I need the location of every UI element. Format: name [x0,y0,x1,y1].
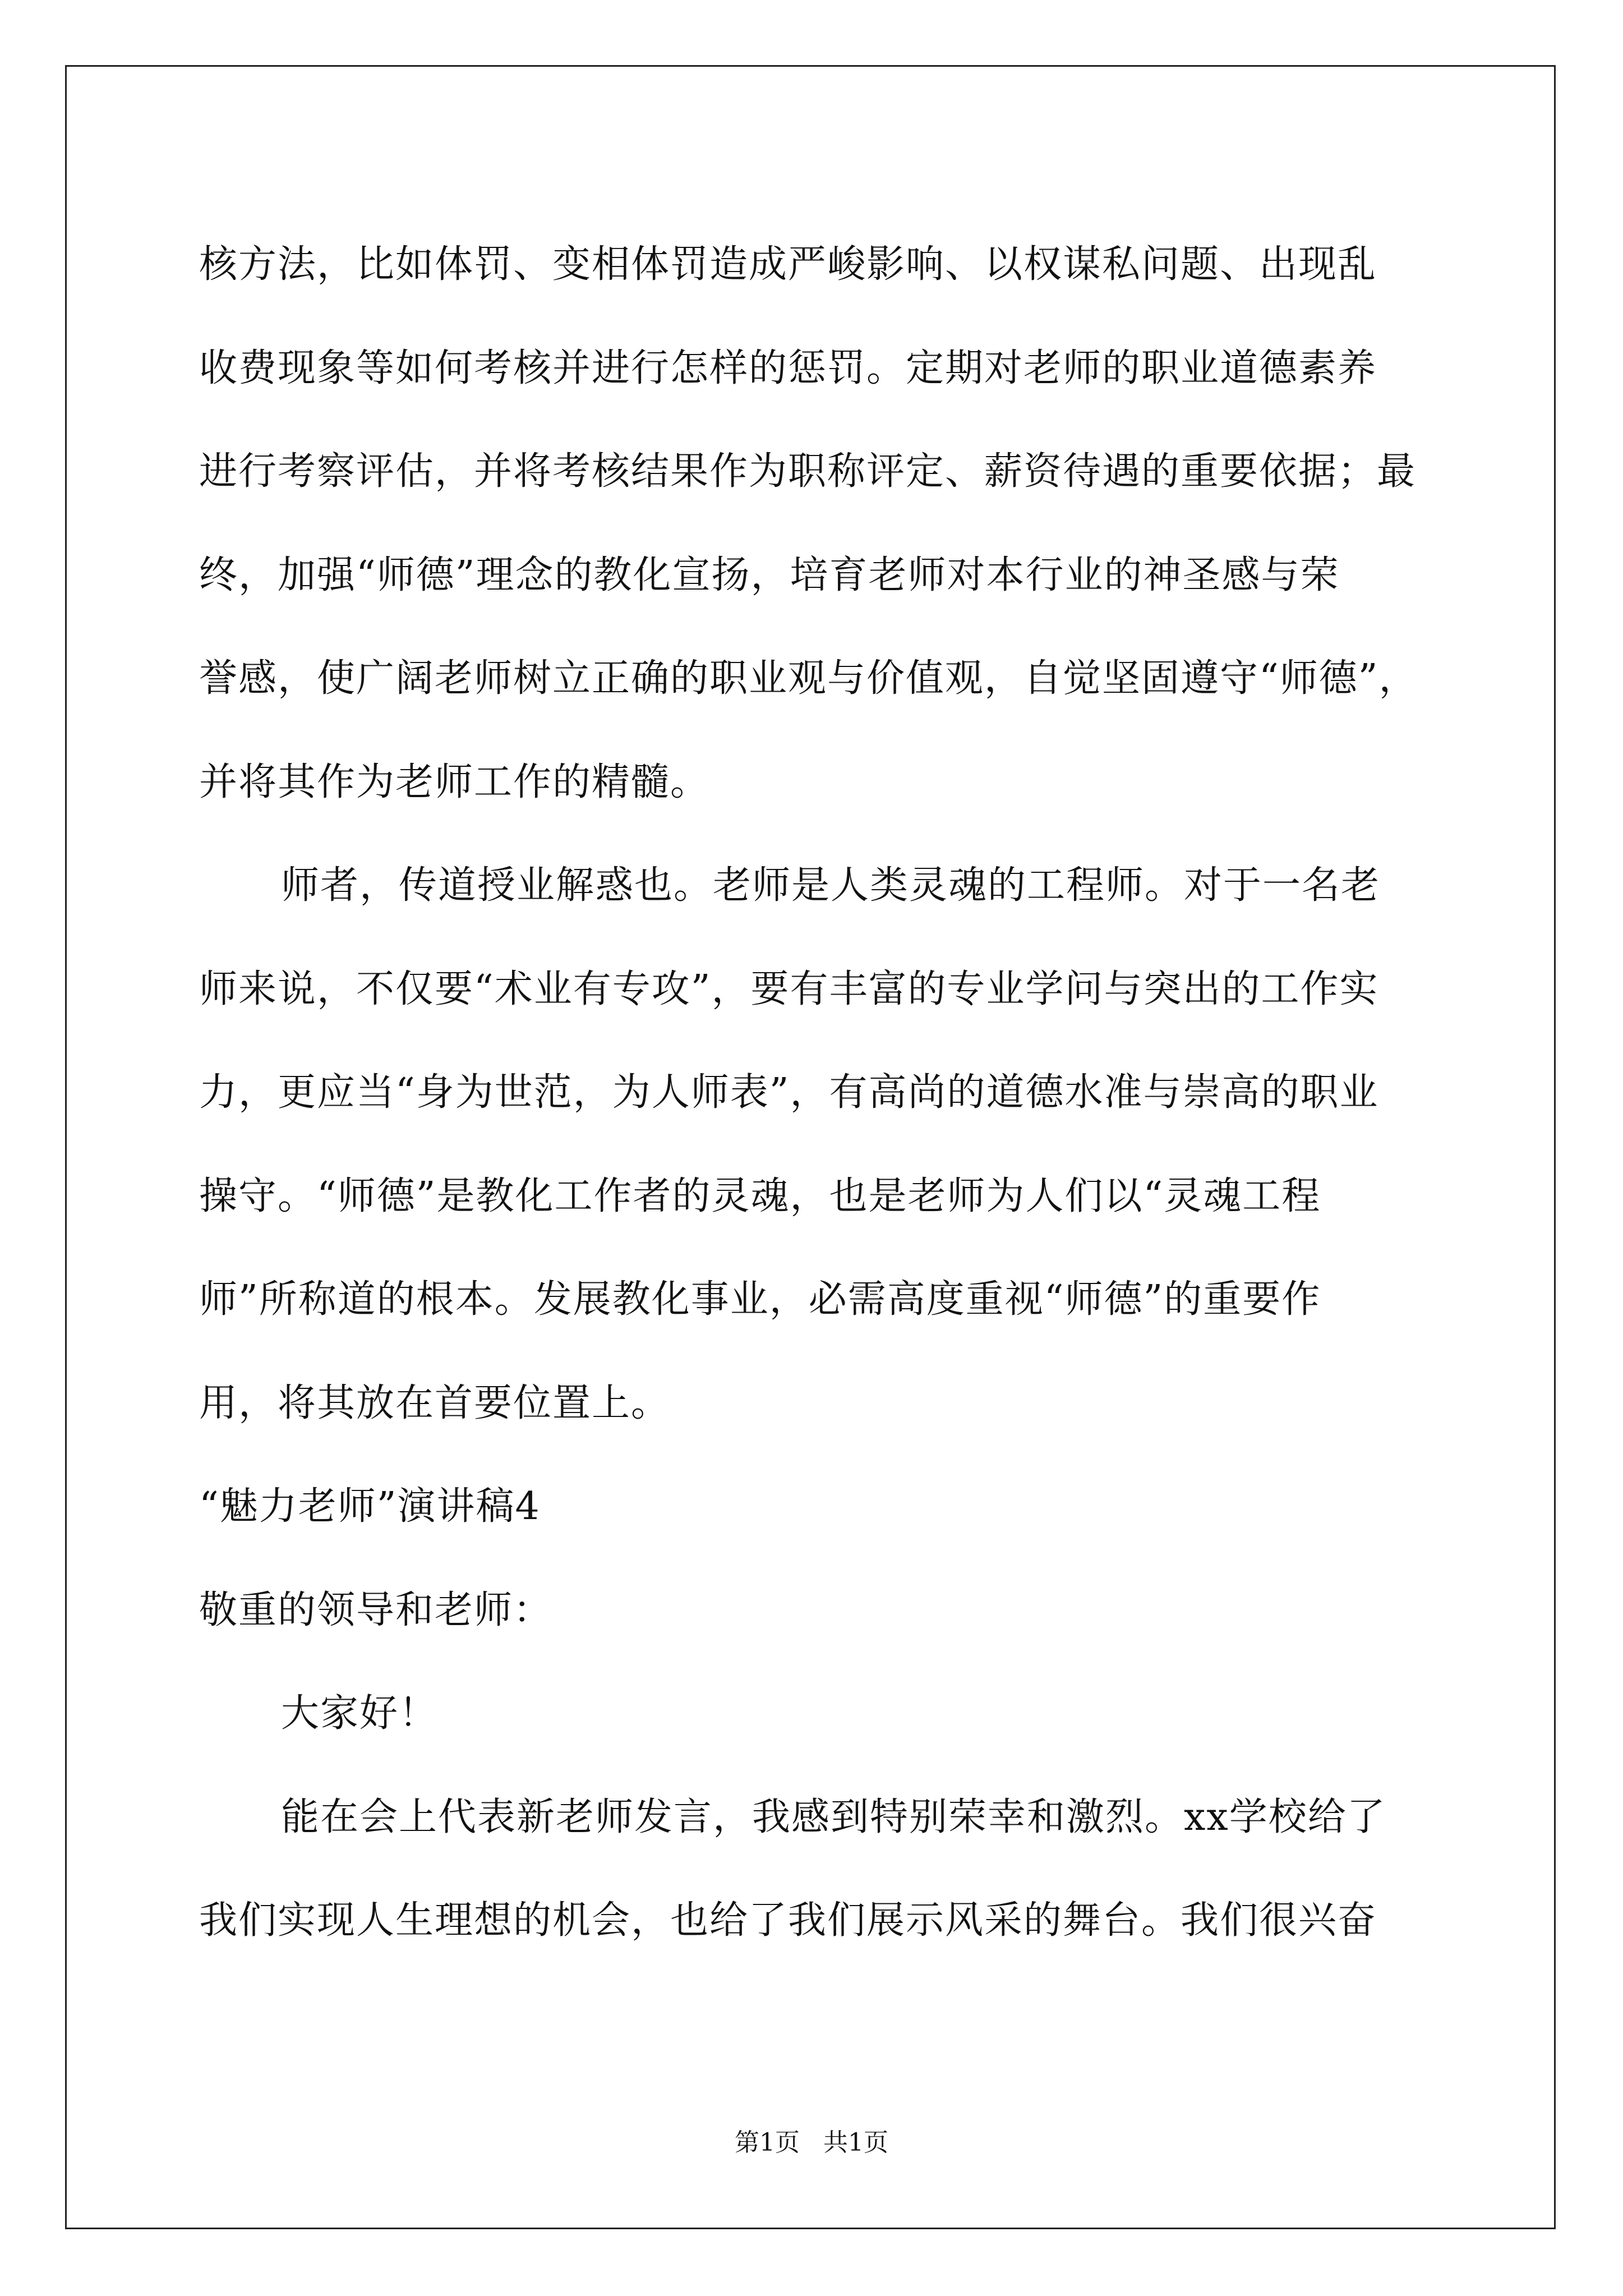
document-body [199,213,1467,1973]
body-line: 并将其作为老师工作的精髓。 [199,760,710,804]
body-line: 操守。“师德”是教化工作者的灵魂，也是老师为人们以“灵魂工程 [199,1174,1321,1218]
paragraph-start-line: 师者，传道授业解惑也。老师是人类灵魂的工程师。对于一名老 [281,863,1381,908]
page-number-footer: 第1页 共1页 [735,2128,888,2157]
body-line: 力，更应当“身为世范，为人师表”，有高尚的道德水准与崇高的职业 [199,1070,1379,1115]
body-line: 核方法，比如体罚、变相体罚造成严峻影响、以权谋私问题、出现乱 [199,242,1377,287]
body-line: 进行考察评估，并将考核结果作为职称评定、薪资待遇的重要依据；最 [199,449,1417,494]
greeting: 大家好！ [281,1691,439,1736]
body-line: 我们实现人生理想的机会，也给了我们展示风采的舞台。我们很兴奋 [199,1898,1377,1943]
body-line: 用，将其放在首要位置上。 [199,1381,671,1425]
body-line: 师来说，不仅要“术业有专攻”，要有丰富的专业学问与突出的工作实 [199,967,1379,1011]
body-line: 收费现象等如何考核并进行怎样的惩罚。定期对老师的职业道德素养 [199,346,1377,390]
body-line: 终，加强“师德”理念的教化宣扬，培育老师对本行业的神圣感与荣 [199,553,1340,597]
body-line: 誉感，使广阔老师树立正确的职业观与价值观，自觉坚固遵守“师德”， [199,656,1418,701]
salutation: 敬重的领导和老师： [199,1588,553,1632]
section-title: “魅力老师”演讲稿4 [199,1484,541,1529]
paragraph-start-line: 能在会上代表新老师发言，我感到特别荣幸和激烈。xx学校给了 [281,1795,1386,1839]
body-line: 师”所称道的根本。发展教化事业，必需高度重视“师德”的重要作 [199,1277,1321,1322]
